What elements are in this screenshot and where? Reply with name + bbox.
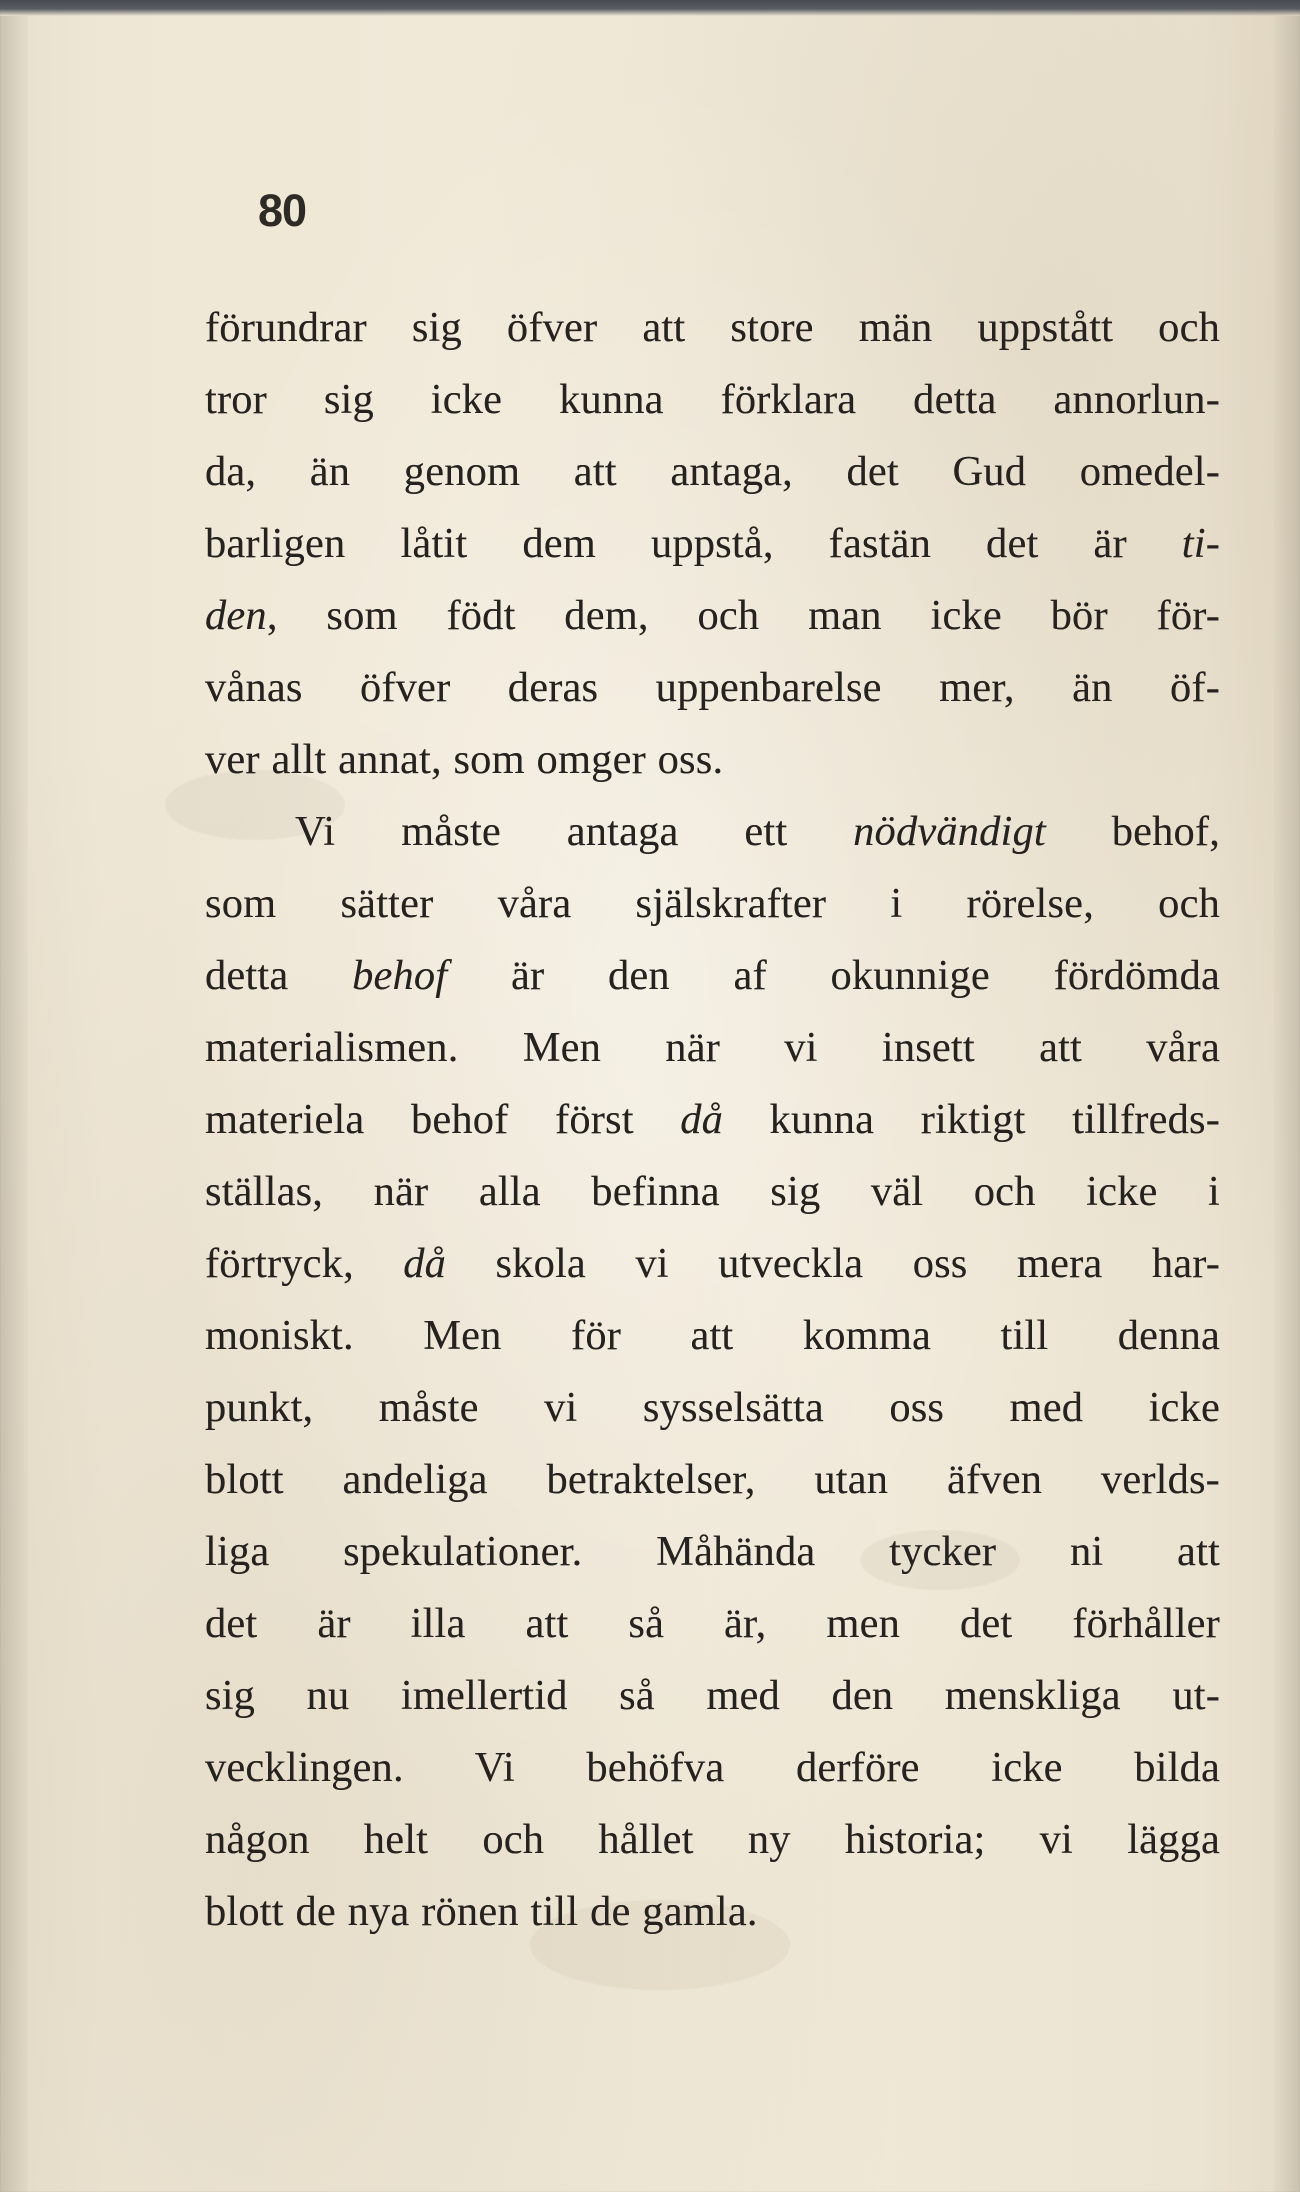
text-segment: Vi måste antaga ett bbox=[295, 808, 854, 855]
text-line-14 bbox=[205, 1228, 1220, 1300]
italic-segment: då bbox=[680, 1096, 724, 1143]
text-segment: behof, bbox=[1045, 808, 1220, 855]
text-line-19 bbox=[205, 1588, 1220, 1660]
italic-segment: ti- bbox=[1181, 520, 1220, 567]
text-segment: som sätter våra själskrafter i rörelse, och bbox=[205, 880, 1220, 927]
text-segment: förundrar sig öfver att store män uppstått och bbox=[205, 304, 1220, 351]
text-segment: någon helt och hållet ny historia; vi lägga bbox=[205, 1816, 1220, 1863]
italic-segment: då bbox=[403, 1240, 447, 1287]
text-segment: skola vi utveckla oss mera har- bbox=[446, 1240, 1220, 1287]
text-line-4 bbox=[205, 508, 1220, 580]
text-line-23 bbox=[205, 1876, 1220, 1948]
text-line-6 bbox=[205, 652, 1220, 724]
right-page-shadow bbox=[1274, 16, 1300, 2192]
text-line-15 bbox=[205, 1300, 1220, 1372]
text-line-18 bbox=[205, 1516, 1220, 1588]
text-segment: ställas, när alla befinna sig väl och icke i bbox=[205, 1168, 1220, 1215]
text-segment: , som födt dem, och man icke bör för- bbox=[266, 592, 1220, 639]
text-segment: liga spekulationer. Måhända tycker ni att bbox=[205, 1528, 1220, 1575]
text-segment: barligen låtit dem uppstå, fastän det är bbox=[205, 520, 1182, 567]
text-segment: da, än genom att antaga, det Gud omedel- bbox=[205, 448, 1220, 495]
text-line-9 bbox=[205, 868, 1220, 940]
text-segment: sig nu imellertid så med den menskliga ut- bbox=[205, 1672, 1220, 1719]
text-line-5 bbox=[205, 580, 1220, 652]
text-segment: förtryck, bbox=[205, 1240, 404, 1287]
text-segment: är den af okunnige fördömda bbox=[447, 952, 1221, 999]
text-line-22 bbox=[205, 1804, 1220, 1876]
text-segment: ver allt annat, som omger oss. bbox=[205, 736, 724, 783]
text-line-2 bbox=[205, 364, 1220, 436]
text-segment: materiela behof först bbox=[205, 1096, 681, 1143]
text-line-16 bbox=[205, 1372, 1220, 1444]
text-segment: materialismen. Men när vi insett att våra bbox=[205, 1024, 1220, 1071]
text-segment: det är illa att så är, men det förhåller bbox=[205, 1600, 1220, 1647]
text-line-12 bbox=[205, 1084, 1220, 1156]
text-line-21 bbox=[205, 1732, 1220, 1804]
italic-segment: den bbox=[205, 592, 267, 639]
text-line-10 bbox=[205, 940, 1220, 1012]
text-line-1 bbox=[205, 292, 1220, 364]
text-segment: blott andeliga betraktelser, utan äfven verlds- bbox=[205, 1456, 1220, 1503]
text-segment: vecklingen. Vi behöfva derföre icke bilda bbox=[205, 1744, 1220, 1791]
text-line-17 bbox=[205, 1444, 1220, 1516]
text-line-8 bbox=[205, 796, 1220, 868]
text-line-3 bbox=[205, 436, 1220, 508]
text-line-13 bbox=[205, 1156, 1220, 1228]
text-segment: punkt, måste vi sysselsätta oss med icke bbox=[205, 1384, 1220, 1431]
body-text bbox=[205, 292, 1220, 1948]
text-segment: tror sig icke kunna förklara detta annorlun- bbox=[205, 376, 1220, 423]
text-line-20 bbox=[205, 1660, 1220, 1732]
text-line-7 bbox=[205, 724, 1220, 796]
italic-segment: behof bbox=[352, 952, 448, 999]
text-segment: vånas öfver deras uppenbarelse mer, än öf- bbox=[205, 664, 1220, 711]
top-page-edge bbox=[0, 0, 1300, 16]
text-segment: moniskt. Men för att komma till denna bbox=[205, 1312, 1220, 1359]
text-segment: blott de nya rönen till de gamla. bbox=[205, 1888, 758, 1935]
text-line-11 bbox=[205, 1012, 1220, 1084]
page-number: 80 bbox=[258, 185, 307, 236]
text-segment: detta bbox=[205, 952, 353, 999]
italic-segment: nödvändigt bbox=[853, 808, 1046, 855]
left-page-shadow bbox=[0, 16, 28, 2192]
text-segment: kunna riktigt tillfreds- bbox=[723, 1096, 1220, 1143]
